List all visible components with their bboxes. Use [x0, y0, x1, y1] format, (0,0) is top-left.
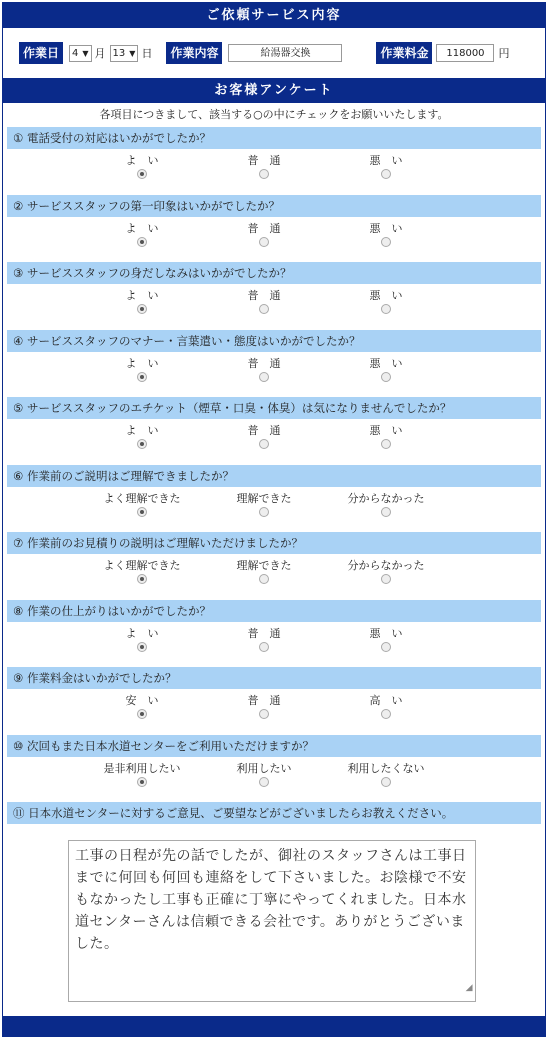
answer-option-label: 理解できた: [236, 491, 292, 505]
radio-button[interactable]: [381, 237, 391, 247]
answer-option[interactable]: [331, 492, 441, 520]
radio-button[interactable]: [259, 372, 269, 382]
answer-option[interactable]: [331, 694, 441, 722]
answer-option-label: よ い: [125, 356, 159, 370]
radio-button[interactable]: [259, 642, 269, 652]
radio-button[interactable]: [381, 169, 391, 179]
question-text: ④ サービススタッフのマナー・言葉遣い・態度はいかがでしたか？: [7, 330, 541, 352]
answer-option[interactable]: [331, 154, 441, 182]
radio-button[interactable]: [137, 237, 147, 247]
question-1: [3, 127, 545, 195]
work-fee-label: 作業料金: [376, 42, 432, 64]
answer-option[interactable]: [87, 154, 197, 182]
question-text: ① 電話受付の対応はいかがでしたか？: [7, 127, 541, 149]
radio-button[interactable]: [381, 777, 391, 787]
answer-option[interactable]: [209, 289, 319, 317]
question-5: [3, 397, 545, 465]
answer-option-label: 普 通: [247, 154, 281, 167]
radio-button[interactable]: [259, 169, 269, 179]
answer-option-label: 理解できた: [236, 559, 292, 572]
resize-grip-icon[interactable]: ◢: [465, 983, 473, 993]
answer-option-label: よ い: [125, 154, 159, 167]
chevron-down-icon: ▼: [129, 48, 136, 58]
answer-option-label: 普 通: [247, 694, 281, 707]
fee-unit: 円: [498, 47, 510, 60]
answer-option-label: 安 い: [125, 694, 159, 707]
comment-text: 工事の日程が先の話でしたが、御社のスタッフさんは工事日までに何回も何回も連絡をして下さいました。お陰様で不安もなかったし工事も正確に丁寧にやってくれました。日本水道センターさんは信頼できる会社です。ありがとうございました。: [75, 848, 467, 952]
question-4: [3, 330, 545, 398]
answer-option-label: 普 通: [247, 356, 281, 370]
radio-button[interactable]: [137, 574, 147, 584]
radio-button[interactable]: [381, 507, 391, 517]
answer-option-label: 普 通: [247, 289, 281, 302]
question-text: ⑥ 作業前のご説明はご理解できましたか？: [7, 465, 541, 487]
answer-option[interactable]: [209, 762, 319, 790]
chevron-down-icon: ▼: [82, 48, 89, 58]
question-text: ⑨ 作業料金はいかがでしたか？: [7, 667, 541, 689]
answer-option-label: よ い: [125, 289, 159, 302]
answer-option[interactable]: [209, 559, 319, 587]
answer-option[interactable]: [209, 154, 319, 182]
radio-button[interactable]: [259, 777, 269, 787]
radio-button[interactable]: [137, 169, 147, 179]
answer-option[interactable]: [331, 222, 441, 250]
radio-button[interactable]: [137, 372, 147, 382]
day-select[interactable]: [110, 45, 139, 62]
survey-intro: 各項目につきまして、該当する○の中にチェックをお願いいたします。: [99, 108, 449, 121]
answer-option[interactable]: [331, 289, 441, 317]
question-text: ② サービススタッフの第一印象はいかがでしたか？: [7, 195, 541, 217]
work-fee-field[interactable]: 118000: [436, 44, 494, 62]
answer-option[interactable]: [87, 357, 197, 385]
answer-option-label: 悪 い: [369, 356, 403, 370]
answer-option[interactable]: [87, 222, 197, 250]
radio-button[interactable]: [381, 642, 391, 652]
work-date-label: 作業日: [19, 42, 63, 64]
answer-option-label: 高 い: [369, 694, 403, 707]
answer-option[interactable]: [209, 357, 319, 385]
answer-option[interactable]: [331, 627, 441, 655]
answer-option-label: 悪 い: [369, 626, 403, 640]
answer-option[interactable]: [209, 627, 319, 655]
survey-header: お客様アンケート: [3, 78, 545, 103]
answer-option[interactable]: [87, 424, 197, 452]
question-text: ⑧ 作業の仕上がりはいかがでしたか？: [7, 600, 541, 622]
answer-option-label: 悪 い: [369, 424, 403, 437]
service-header: ご依頼サービス内容: [3, 3, 545, 28]
answer-option[interactable]: [331, 357, 441, 385]
radio-button[interactable]: [137, 304, 147, 314]
radio-button[interactable]: [381, 709, 391, 719]
question-6: [3, 465, 545, 533]
answer-option[interactable]: [87, 762, 197, 790]
answer-option-label: よ い: [125, 626, 159, 640]
answer-option-label: 悪 い: [369, 289, 403, 302]
month-select[interactable]: [69, 45, 92, 62]
answer-option-label: 悪 い: [369, 154, 403, 167]
answer-option-label: 利用したくない: [347, 761, 425, 775]
answer-option-label: 悪 い: [369, 221, 403, 235]
answer-option[interactable]: [87, 694, 197, 722]
comment-textarea[interactable]: [68, 840, 476, 1002]
work-content-label: 作業内容: [166, 42, 222, 64]
question-list: [3, 127, 545, 802]
radio-button[interactable]: [259, 237, 269, 247]
radio-button[interactable]: [137, 439, 147, 449]
question-3: [3, 262, 545, 330]
answer-option-label: 分からなかった: [347, 559, 425, 572]
radio-button[interactable]: [137, 642, 147, 652]
answer-option-label: 普 通: [247, 221, 281, 235]
question-text: ⑤ サービススタッフのエチケット（煙草・口臭・体臭）は気になりませんでしたか？: [7, 397, 541, 419]
answer-option[interactable]: [209, 694, 319, 722]
radio-button[interactable]: [381, 574, 391, 584]
question-8: [3, 600, 545, 668]
question-10: [3, 735, 545, 803]
footer-bar: [3, 1016, 546, 1036]
answer-option-label: よ い: [125, 221, 159, 235]
day-unit: 日: [141, 47, 153, 60]
month-value: 4: [72, 47, 79, 59]
answer-option-label: 是非利用したい: [103, 761, 181, 775]
answer-option[interactable]: [87, 492, 197, 520]
answer-option-label: 普 通: [247, 626, 281, 640]
answer-option[interactable]: [331, 762, 441, 790]
question-text: ⑩ 次回もまた日本水道センターをご利用いただけますか？: [7, 735, 541, 757]
radio-button[interactable]: [259, 574, 269, 584]
radio-button[interactable]: [259, 507, 269, 517]
question-7: [3, 532, 545, 600]
answer-option-label: よく理解できた: [103, 559, 181, 572]
answer-option[interactable]: [331, 559, 441, 587]
question-9: [3, 667, 545, 735]
work-info-row: [3, 28, 545, 78]
answer-option-label: よ い: [125, 424, 159, 437]
radio-button[interactable]: [259, 709, 269, 719]
question-2: [3, 195, 545, 263]
answer-option[interactable]: [209, 222, 319, 250]
radio-button[interactable]: [137, 709, 147, 719]
day-value: 13: [112, 47, 126, 59]
answer-option[interactable]: [87, 289, 197, 317]
month-unit: 月: [94, 47, 106, 60]
question-11-text: ⑪ 日本水道センターに対するご意見、ご要望などがございましたらお教えください。: [7, 802, 541, 824]
radio-button[interactable]: [259, 304, 269, 314]
question-text: ⑦ 作業前のお見積りの説明はご理解いただけましたか？: [7, 532, 541, 554]
answer-option-label: 普 通: [247, 424, 281, 437]
radio-button[interactable]: [381, 372, 391, 382]
answer-option[interactable]: [87, 559, 197, 587]
answer-option-label: よく理解できた: [103, 491, 181, 505]
answer-option[interactable]: [209, 492, 319, 520]
answer-option[interactable]: [331, 424, 441, 452]
radio-button[interactable]: [137, 777, 147, 787]
answer-option[interactable]: [209, 424, 319, 452]
answer-option-label: 分からなかった: [347, 491, 425, 505]
question-text: ③ サービススタッフの身だしなみはいかがでしたか？: [7, 262, 541, 284]
radio-button[interactable]: [259, 439, 269, 449]
radio-button[interactable]: [381, 439, 391, 449]
work-content-field[interactable]: 給湯器交換: [228, 44, 342, 62]
radio-button[interactable]: [381, 304, 391, 314]
answer-option[interactable]: [87, 627, 197, 655]
radio-button[interactable]: [137, 507, 147, 517]
question-11: [3, 802, 545, 828]
answer-option-label: 利用したい: [236, 761, 292, 775]
